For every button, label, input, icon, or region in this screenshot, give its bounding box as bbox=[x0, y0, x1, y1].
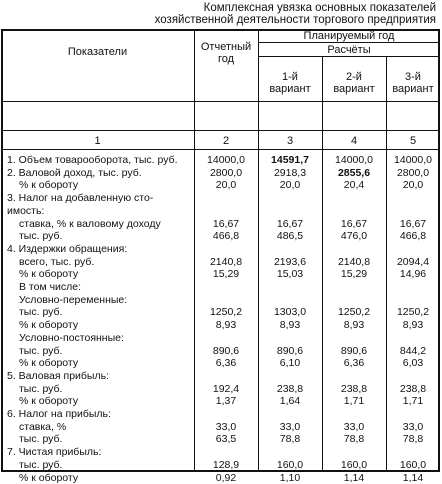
row-value-col-3: 20,0 bbox=[279, 179, 301, 192]
row-label: % к обороту bbox=[19, 179, 79, 192]
table-row bbox=[1, 230, 440, 242]
row-label: % к обороту bbox=[19, 395, 79, 408]
row-value-col-5: 1,71 bbox=[402, 395, 424, 408]
table-row bbox=[1, 205, 440, 217]
table-row bbox=[1, 294, 440, 306]
row-value-col-2: 128,9 bbox=[212, 458, 240, 471]
row-label: % к обороту bbox=[19, 268, 79, 281]
row-label: тыс. руб. bbox=[19, 382, 63, 395]
row-value-col-3: 2918,3 bbox=[273, 166, 307, 179]
row-value-col-4: 14000,0 bbox=[335, 154, 373, 166]
row-value-col-4: 1,71 bbox=[343, 395, 365, 408]
row-value-col-3: 1303,0 bbox=[273, 306, 307, 319]
table-row bbox=[1, 357, 440, 369]
planned-year-underline bbox=[258, 42, 440, 43]
header-variant-2 bbox=[322, 71, 386, 95]
calculations-underline bbox=[258, 56, 440, 57]
row-value-col-3: 890,6 bbox=[276, 344, 304, 357]
row-value-col-2: 2800,0 bbox=[209, 166, 243, 179]
row-value-col-4: 8,93 bbox=[343, 319, 365, 332]
row-value-col-5: 8,93 bbox=[402, 319, 424, 332]
table-row bbox=[1, 370, 440, 382]
header-planned-year: Планируемый год bbox=[303, 30, 395, 42]
row-value-col-5: 1250,2 bbox=[396, 306, 430, 319]
table-row bbox=[1, 179, 440, 191]
row-value-col-5: 6,03 bbox=[402, 357, 424, 370]
col-number-2: 2 bbox=[222, 135, 230, 147]
table-row bbox=[1, 268, 440, 280]
row-value-col-3: 33,0 bbox=[279, 420, 301, 433]
row-value-col-3: 238,8 bbox=[276, 382, 304, 395]
header-report-year bbox=[194, 41, 258, 65]
row-label: тыс. руб. bbox=[19, 433, 63, 446]
row-value-col-2: 20,0 bbox=[215, 179, 237, 192]
row-value-col-3: 160,0 bbox=[276, 458, 304, 471]
row-label: 2. Валовой доход, тыс. руб. bbox=[7, 166, 142, 179]
row-value-col-4: 78,8 bbox=[343, 433, 365, 446]
row-value-col-4: 238,8 bbox=[340, 382, 368, 395]
row-value-col-2: 0,92 bbox=[215, 471, 237, 484]
row-value-col-4: 20,4 bbox=[343, 179, 365, 192]
table-row bbox=[1, 192, 440, 204]
variant-1-line2: вариант bbox=[269, 83, 311, 95]
row-label: 4. Издержки обращения: bbox=[7, 242, 128, 255]
col-number-1: 1 bbox=[94, 135, 101, 147]
row-value-col-5: 1,14 bbox=[402, 471, 424, 484]
header-indicators: Показатели bbox=[67, 46, 128, 58]
row-value-col-5: 160,0 bbox=[399, 458, 427, 471]
table-row bbox=[1, 256, 440, 268]
row-value-col-3: 8,93 bbox=[279, 319, 301, 332]
table-row bbox=[1, 433, 440, 445]
row-value-col-2: 890,6 bbox=[212, 344, 240, 357]
table-row bbox=[1, 332, 440, 344]
row-value-col-3: 1,64 bbox=[279, 395, 301, 408]
row-value-col-2: 1,37 bbox=[215, 395, 237, 408]
row-label: ставка, % bbox=[19, 420, 67, 433]
variant-1-line1: 1-й bbox=[282, 71, 298, 83]
row-value-col-3: 1,10 bbox=[279, 471, 301, 484]
row-value-col-3: 6,10 bbox=[279, 357, 301, 370]
col-number-5: 5 bbox=[409, 135, 417, 147]
row-value-col-4: 33,0 bbox=[343, 420, 365, 433]
row-label: Условно-постоянные: bbox=[19, 331, 124, 344]
variant-3-line1: 3-й bbox=[405, 71, 421, 83]
row-value-col-5: 16,67 bbox=[399, 217, 427, 230]
col-number-3: 3 bbox=[286, 135, 294, 147]
row-label: тыс. руб. bbox=[19, 458, 63, 471]
row-value-col-5: 238,8 bbox=[399, 382, 427, 395]
row-value-col-4: 160,0 bbox=[340, 458, 368, 471]
row-value-col-4: 2855,6 bbox=[337, 166, 371, 179]
row-value-col-5: 33,0 bbox=[402, 420, 424, 433]
header-report-year-line1: Отчетный bbox=[200, 41, 252, 53]
row-value-col-2: 1250,2 bbox=[209, 306, 243, 319]
row-value-col-5: 2094,4 bbox=[396, 255, 430, 268]
indicators-table bbox=[1, 29, 440, 484]
row-value-col-5: 844,2 bbox=[399, 344, 427, 357]
col-number-4: 4 bbox=[350, 135, 358, 147]
row-label: % к обороту bbox=[19, 357, 79, 370]
row-value-col-2: 63,5 bbox=[215, 433, 237, 446]
row-value-col-3: 14591,7 bbox=[271, 154, 309, 166]
number-row-bottom-line bbox=[1, 149, 440, 150]
row-value-col-4: 2140,8 bbox=[337, 255, 371, 268]
row-value-col-5: 466,8 bbox=[399, 230, 427, 243]
row-value-col-2: 16,67 bbox=[212, 217, 240, 230]
row-label: 1. Объем товарооборота, тыс. руб. bbox=[7, 154, 178, 166]
row-value-col-5: 2800,0 bbox=[396, 166, 430, 179]
row-value-col-5: 78,8 bbox=[402, 433, 424, 446]
row-label: 3. Налог на добавленную сто- bbox=[7, 192, 154, 205]
row-value-col-3: 2193,6 bbox=[273, 255, 307, 268]
row-value-col-3: 15,03 bbox=[276, 268, 304, 281]
table-row bbox=[1, 306, 440, 318]
number-row-top-line bbox=[1, 130, 440, 131]
row-label: В том числе: bbox=[19, 281, 82, 293]
row-value-col-2: 8,93 bbox=[215, 319, 237, 332]
row-label: 5. Валовая прибыль: bbox=[7, 369, 109, 382]
variant-3-line2: вариант bbox=[392, 83, 434, 95]
table-row bbox=[1, 421, 440, 433]
header-report-year-line2: год bbox=[217, 53, 235, 65]
row-value-col-2: 14000,0 bbox=[207, 154, 245, 166]
row-label: тыс. руб. bbox=[19, 230, 63, 243]
table-row bbox=[1, 472, 440, 484]
row-label: тыс. руб. bbox=[19, 344, 63, 357]
row-label: 7. Чистая прибыль: bbox=[7, 446, 102, 459]
table-row bbox=[1, 345, 440, 357]
row-value-col-4: 6,36 bbox=[343, 357, 365, 370]
header-bottom-line bbox=[1, 101, 440, 102]
variant-2-line1: 2-й bbox=[346, 71, 362, 83]
row-value-col-4: 1,14 bbox=[343, 471, 365, 484]
row-value-col-2: 33,0 bbox=[215, 420, 237, 433]
row-label: Условно-переменные: bbox=[19, 293, 128, 306]
table-row bbox=[1, 459, 440, 471]
table-row bbox=[1, 383, 440, 395]
row-value-col-3: 78,8 bbox=[279, 433, 301, 446]
row-label: % к обороту bbox=[19, 471, 79, 484]
row-value-col-5: 14000,0 bbox=[394, 154, 432, 166]
row-label: всего, тыс. руб. bbox=[19, 255, 95, 268]
row-value-col-4: 476,0 bbox=[340, 230, 368, 243]
title-line-2: хозяйственной деятельности торгового предприятия bbox=[154, 14, 436, 26]
row-value-col-4: 15,29 bbox=[340, 268, 368, 281]
table-row bbox=[1, 446, 440, 458]
title-line-1: Комплексная увязка основных показателей bbox=[203, 2, 436, 14]
row-value-col-5: 20,0 bbox=[402, 179, 424, 192]
row-label: тыс. руб. bbox=[19, 306, 63, 319]
row-value-col-4: 16,67 bbox=[340, 217, 368, 230]
table-row bbox=[1, 154, 440, 166]
header-variant-3 bbox=[386, 71, 440, 95]
table-row bbox=[1, 395, 440, 407]
row-value-col-2: 2140,8 bbox=[209, 255, 243, 268]
table-row bbox=[1, 319, 440, 331]
header-calculations: Расчёты bbox=[327, 44, 371, 56]
row-value-col-2: 466,8 bbox=[212, 230, 240, 243]
table-row bbox=[1, 408, 440, 420]
row-value-col-4: 890,6 bbox=[340, 344, 368, 357]
row-value-col-2: 15,29 bbox=[212, 268, 240, 281]
row-label: имость: bbox=[7, 204, 45, 217]
row-value-col-4: 1250,2 bbox=[337, 306, 371, 319]
table-row bbox=[1, 281, 440, 293]
table-row bbox=[1, 243, 440, 255]
row-label: % к обороту bbox=[19, 319, 79, 332]
row-value-col-2: 6,36 bbox=[215, 357, 237, 370]
row-label: ставка, % к валовому доходу bbox=[19, 217, 161, 230]
header-variant-1 bbox=[258, 71, 322, 95]
row-value-col-3: 16,67 bbox=[276, 217, 304, 230]
row-value-col-5: 14,96 bbox=[399, 268, 427, 281]
row-label: 6. Налог на прибыль: bbox=[7, 408, 111, 420]
table-row bbox=[1, 167, 440, 179]
document-title bbox=[155, 2, 436, 26]
row-value-col-2: 192,4 bbox=[212, 382, 240, 395]
row-value-col-3: 486,5 bbox=[276, 230, 304, 243]
variant-2-line2: вариант bbox=[333, 83, 375, 95]
table-row bbox=[1, 218, 440, 230]
